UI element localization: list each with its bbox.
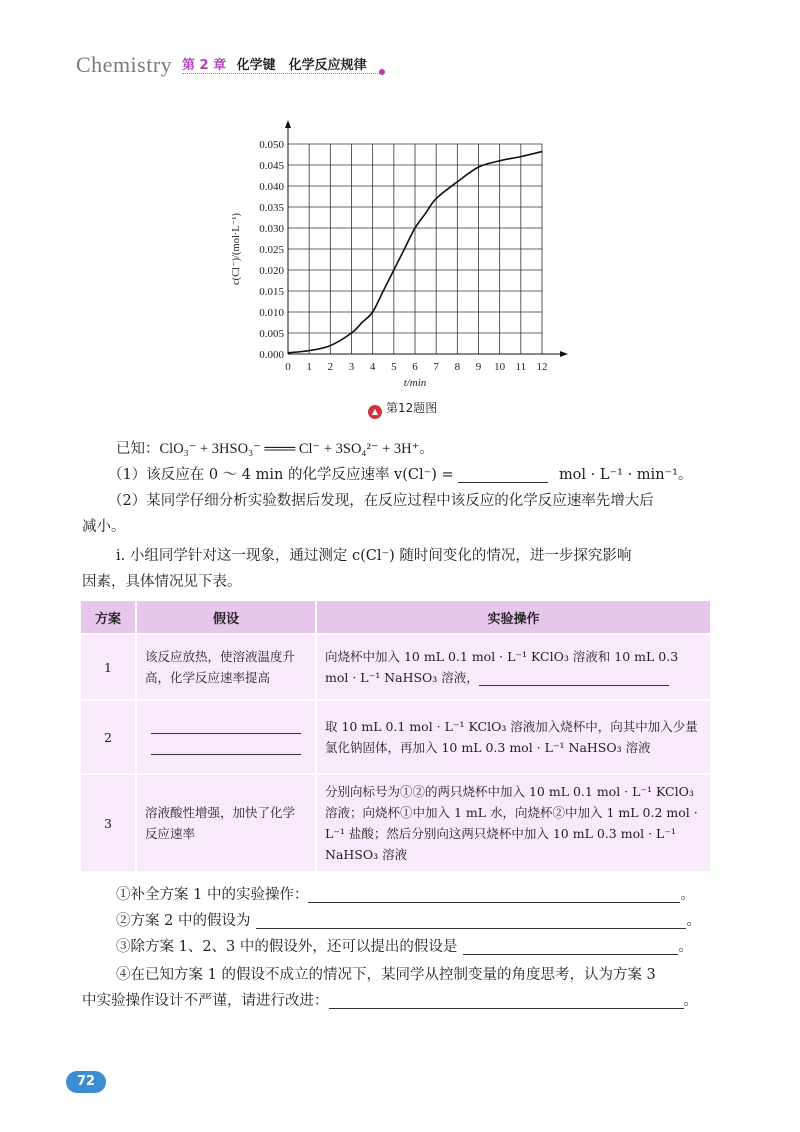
scheme-id: 1	[81, 634, 136, 700]
x-tick-label: 9	[475, 361, 482, 373]
x-tick-label: 6	[412, 361, 418, 373]
header-divider	[182, 73, 382, 75]
question-1-unit: mol · L⁻¹ · min⁻¹。	[558, 467, 693, 483]
known-equation	[116, 438, 434, 460]
y-axis-arrow	[285, 120, 291, 128]
question-2-line1: （2）某同学仔细分析实验数据后发现，在反应过程中该反应的化学反应速率先增大后	[108, 493, 654, 509]
y-tick-label: 0.040	[259, 181, 284, 193]
question-b-text: ②方案 2 中的假设为	[116, 913, 251, 929]
table-row	[81, 700, 711, 774]
question-1-text: （1）该反应在 0 ～ 4 min 的化学反应速率 v(Cl⁻) =	[108, 467, 454, 483]
x-tick-label: 1	[306, 361, 312, 373]
x-tick-label: 2	[327, 361, 334, 373]
figure-caption	[368, 399, 437, 419]
operation-text: 向烧杯中加入 10 mL 0.1 mol · L⁻¹ KClO₃ 溶液和 10 mL 0.3 mol · L⁻¹ NaHSO₃ 溶液，	[325, 649, 679, 685]
scheme-id: 2	[81, 700, 136, 774]
sub-question-i-line2: 因素，具体情况见下表。	[82, 574, 242, 590]
y-tick-label: 0.045	[259, 160, 284, 172]
hypothesis-cell: 该反应放热，使溶液温度升高，化学反应速率提高	[136, 634, 316, 700]
question-a	[116, 884, 695, 906]
y-tick-label: 0.000	[259, 349, 284, 361]
page-header	[76, 50, 396, 78]
operation-answer-blank[interactable]	[479, 670, 669, 686]
question-d-text: 中实验操作设计不严谨，请进行改进：	[82, 993, 329, 1009]
header-dot	[379, 69, 385, 75]
y-tick-label: 0.025	[259, 244, 284, 256]
hypothesis-answer-blank[interactable]	[151, 738, 301, 755]
chapter-title: 化学键 化学反应规律	[236, 58, 367, 73]
question-b-period: 。	[686, 913, 701, 929]
x-tick-label: 5	[391, 361, 397, 373]
scheme-id: 3	[81, 774, 136, 872]
question-2-line2: 减小。	[82, 519, 126, 535]
x-tick-label: 8	[454, 361, 461, 373]
y-tick-label: 0.005	[259, 328, 284, 340]
y-tick-label: 0.010	[259, 307, 284, 319]
x-tick-label: 3	[348, 361, 355, 373]
y-tick-label: 0.035	[259, 202, 284, 214]
question-d-line2	[82, 990, 698, 1012]
y-axis-label: c(Cl⁻)/(mol·L⁻¹)	[231, 213, 242, 285]
question-c-answer-blank[interactable]	[463, 939, 678, 955]
caption-triangle-icon: ▲	[368, 405, 382, 419]
x-tick-label: 0	[285, 361, 291, 373]
y-tick-label: 0.015	[259, 286, 284, 298]
operation-cell: 取 10 mL 0.1 mol · L⁻¹ KClO₃ 溶液加入烧杯中，向其中加入少量氯化钠固体，再加入 10 mL 0.3 mol · L⁻¹ NaHSO₃ 溶液	[316, 700, 711, 774]
question-c-text: ③除方案 1、2、3 中的假设外，还可以提出的假设是	[116, 939, 458, 955]
question-1	[108, 464, 693, 486]
hypothesis-answer-blank[interactable]	[151, 717, 301, 734]
question-d-period: 。	[683, 993, 698, 1009]
y-tick-label: 0.020	[259, 265, 284, 277]
x-tick-label: 12	[536, 361, 548, 373]
question-b-answer-blank[interactable]	[256, 913, 686, 929]
question-a-text: ①补全方案 1 中的实验操作：	[116, 887, 309, 903]
question-b	[116, 910, 701, 932]
question-c-period: 。	[678, 939, 693, 955]
question-a-answer-blank[interactable]	[308, 887, 680, 903]
table-row	[81, 774, 711, 872]
header-scheme: 方案	[81, 601, 136, 634]
caption-text: 第12题图	[386, 401, 438, 415]
y-tick-label: 0.030	[259, 223, 284, 235]
hypothesis-cell	[136, 700, 316, 774]
brand-title: Chemistry	[76, 52, 173, 77]
question-c	[116, 936, 693, 958]
concentration-time-chart	[220, 118, 580, 398]
x-tick-label: 7	[433, 361, 439, 373]
x-axis-label: t/min	[403, 377, 427, 389]
question-a-period: 。	[680, 887, 695, 903]
header-operation: 实验操作	[316, 601, 711, 634]
question-d-line1: ④在已知方案 1 的假设不成立的情况下，某同学从控制变量的角度思考，认为方案 3	[116, 967, 656, 983]
x-axis-arrow	[560, 351, 568, 357]
x-tick-label: 11	[515, 361, 527, 373]
experiment-table	[81, 601, 712, 873]
operation-cell: 分别向标号为①②的两只烧杯中加入 10 mL 0.1 mol · L⁻¹ KClO₃ 溶液；向烧杯①中加入 1 mL 水，向烧杯②中加入 1 mL 0.2 mol · L⁻¹ 盐酸；然后分别向这两只烧杯中加入 10 mL 0.3 mol · L⁻¹ NaHSO₃ 溶液	[316, 774, 711, 872]
x-tick-label: 10	[494, 361, 506, 373]
known-label: 已知：	[116, 441, 160, 457]
x-tick-label: 4	[369, 361, 376, 373]
chapter-number: 第 2 章	[182, 58, 227, 73]
operation-cell	[316, 634, 711, 700]
table-header-row	[81, 601, 711, 634]
header-hypothesis: 假设	[136, 601, 316, 634]
y-tick-label: 0.050	[259, 139, 284, 151]
table-row	[81, 634, 711, 700]
hypothesis-cell: 溶液酸性增强，加快了化学反应速率	[136, 774, 316, 872]
question-d-answer-blank[interactable]	[329, 993, 684, 1009]
reaction-equation: ClO₃⁻ + 3HSO₃⁻ ═══ Cl⁻ + 3SO₄²⁻ + 3H⁺。	[159, 441, 434, 457]
question-1-answer-blank[interactable]	[458, 467, 548, 483]
page-number: 72	[66, 1071, 106, 1093]
sub-question-i-line1: ⅰ. 小组同学针对这一现象，通过测定 c(Cl⁻) 随时间变化的情况，进一步探究影响	[116, 548, 632, 564]
chapter-heading	[182, 54, 367, 73]
